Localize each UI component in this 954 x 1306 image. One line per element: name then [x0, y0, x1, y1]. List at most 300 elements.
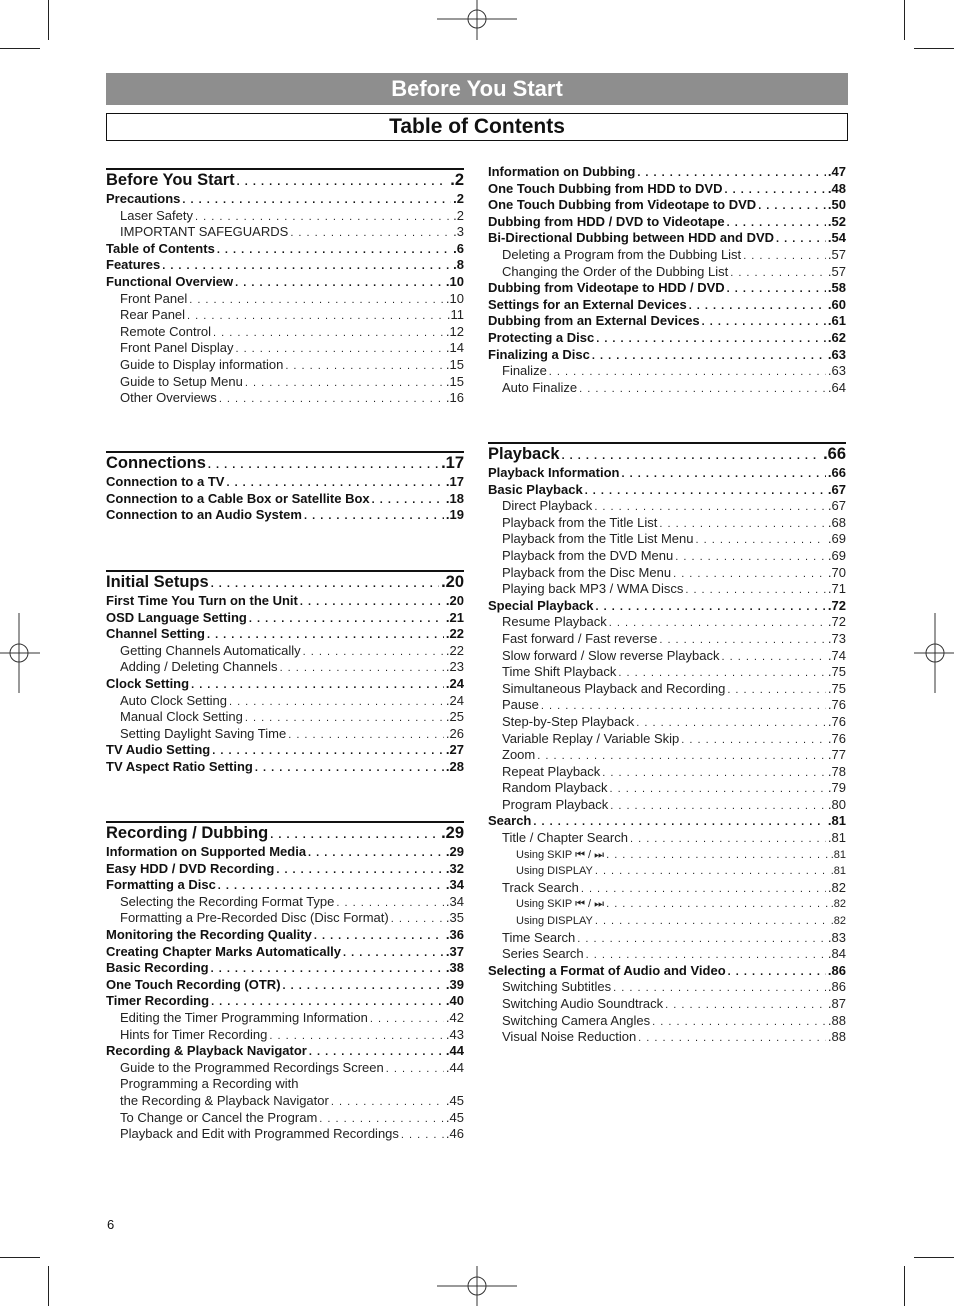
dot-leader: [673, 566, 826, 582]
toc-entry-title: Channel Setting: [106, 626, 205, 642]
dot-leader: [235, 341, 443, 357]
dot-leader: [659, 632, 826, 648]
toc-entry: [488, 648, 846, 665]
toc-entry: [488, 1013, 846, 1030]
toc-entry-title: Settings for an External Devices: [488, 296, 687, 312]
toc-entry-page: .24: [445, 675, 464, 691]
toc-entry-title: Selecting a Format of Audio and Video: [488, 962, 726, 978]
toc-entry-page: .44: [445, 1059, 464, 1075]
dot-leader: [319, 1111, 444, 1127]
toc-entry-page: .78: [827, 763, 846, 779]
toc-group: [106, 451, 464, 524]
toc-group: [106, 821, 464, 1143]
toc-entry-page: .19: [445, 507, 464, 523]
dot-leader: [541, 698, 826, 714]
dot-leader: [309, 1044, 444, 1060]
dot-leader: [724, 182, 825, 198]
toc-entry-title: Recording & Playback Navigator: [106, 1043, 307, 1059]
toc-entry: [106, 357, 464, 374]
dot-leader: [730, 265, 826, 281]
toc-entry-page: .64: [827, 379, 846, 395]
toc-entry: [488, 764, 846, 781]
toc-entry-page: .75: [827, 680, 846, 696]
toc-entry-page: .81: [830, 848, 846, 861]
toc-section-heading: [106, 572, 464, 593]
toc-entry-page: .68: [827, 514, 846, 530]
dot-leader: [386, 1061, 444, 1077]
page-title: Table of Contents: [106, 113, 848, 141]
toc-entry-page: .71: [827, 581, 846, 597]
toc-entry-title: Hints for Timer Recording: [120, 1026, 268, 1042]
toc-entry: [106, 894, 464, 911]
dot-leader: [689, 298, 826, 314]
toc-entry-title: Before You Start: [106, 171, 235, 189]
toc-entry: [488, 896, 846, 913]
dot-leader: [285, 358, 444, 374]
toc-entry: [488, 347, 846, 364]
toc-entry: [106, 759, 464, 776]
dot-leader: [219, 391, 444, 407]
toc-entry-title: Using DISPLAY: [516, 915, 593, 928]
toc-entry-title: Information on Dubbing: [488, 164, 636, 179]
toc-entry-title: Finalize: [502, 363, 547, 379]
toc-entry-page: .88: [827, 1029, 846, 1045]
toc-entry: [106, 693, 464, 710]
toc-entry: [488, 515, 846, 532]
toc-entry-page: .47: [827, 164, 846, 179]
dot-leader: [727, 682, 826, 698]
toc-group: [106, 168, 464, 407]
toc-entry: [488, 214, 846, 231]
toc-entry: [106, 1043, 464, 1060]
dot-leader: [681, 732, 826, 748]
toc-entry-page: .82: [827, 879, 846, 895]
toc-entry-title: Resume Playback: [502, 614, 607, 630]
toc-entry-page: .12: [445, 323, 464, 339]
dot-leader: [372, 492, 444, 508]
toc-entry: [488, 681, 846, 698]
registration-mark-right: [914, 613, 954, 693]
toc-entry-title: Title / Chapter Search: [502, 830, 628, 846]
toc-entry-title: Recording / Dubbing: [106, 824, 269, 842]
toc-entry-title: Creating Chapter Marks Automatically: [106, 943, 342, 959]
dot-leader: [269, 1028, 444, 1044]
toc-entry-page: .81: [827, 830, 846, 846]
toc-section-heading: [106, 823, 464, 844]
toc-entry-page: .37: [445, 943, 464, 959]
dot-leader: [610, 781, 826, 797]
toc-entry-page: .50: [827, 197, 846, 213]
toc-entry-title: Deleting a Program from the Dubbing List: [502, 246, 742, 262]
toc-entry: [106, 241, 464, 258]
toc-entry-title: Front Panel: [120, 290, 188, 306]
toc-entry-title: Clock Setting: [106, 675, 190, 691]
toc-entry-page: .88: [827, 1012, 846, 1028]
dot-leader: [187, 308, 445, 324]
toc-entry: [488, 797, 846, 814]
toc-entry-title: Program Playback: [502, 796, 609, 812]
toc-entry-page: .2: [450, 171, 464, 189]
dot-leader: [280, 660, 444, 676]
toc-entry: [106, 374, 464, 391]
dot-leader: [594, 499, 826, 515]
dot-leader: [189, 292, 444, 308]
toc-entry-title: Series Search: [502, 946, 584, 962]
toc-entry: [488, 330, 846, 347]
dot-leader: [218, 878, 444, 894]
toc-entry-page: .45: [445, 1109, 464, 1125]
toc-entry: [106, 324, 464, 341]
crop-mark: [914, 1257, 954, 1258]
toc-entry-title: Time Search: [502, 929, 576, 945]
toc-entry: [488, 1029, 846, 1046]
toc-entry: [106, 274, 464, 291]
crop-mark: [904, 1266, 905, 1306]
dot-leader: [577, 931, 826, 947]
toc-entry-title: Table of Contents: [106, 240, 215, 256]
toc-entry: [488, 614, 846, 631]
toc-entry-title: Selecting the Recording Format Type: [120, 893, 335, 909]
toc-entry: [106, 474, 464, 491]
dot-leader: [606, 896, 829, 913]
toc-entry-page: .82: [830, 915, 846, 928]
toc-entry-page: .61: [827, 313, 846, 329]
dot-leader: [191, 677, 444, 693]
toc-entry-title: Timer Recording: [106, 993, 210, 1009]
toc-entry-title: Setting Daylight Saving Time: [120, 725, 287, 741]
crop-mark: [48, 1266, 49, 1306]
dot-leader: [549, 364, 826, 380]
toc-entry-page: .10: [445, 290, 464, 306]
toc-entry: [488, 598, 846, 615]
toc-entry-title: Bi-Directional Dubbing between HDD and DVD: [488, 230, 775, 246]
toc-entry-page: .75: [827, 664, 846, 680]
toc-entry-page: .18: [445, 490, 464, 506]
toc-entry: [488, 280, 846, 297]
toc-entry: [488, 863, 846, 880]
section-banner: Before You Start: [106, 73, 848, 105]
toc-entry-title: Playback from the Title List Menu: [502, 531, 694, 547]
toc-entry: [106, 877, 464, 894]
dot-leader: [182, 192, 451, 208]
toc-entry: [106, 610, 464, 627]
toc-entry-page: .15: [445, 356, 464, 372]
toc-entry-page: .11: [446, 307, 464, 323]
dot-leader: [606, 847, 829, 864]
toc-entry: [106, 927, 464, 944]
toc-entry-title: TV Aspect Ratio Setting: [106, 758, 253, 774]
toc-entry-page: .79: [827, 780, 846, 796]
toc-entry-page: .74: [827, 647, 846, 663]
dot-leader: [290, 225, 451, 241]
toc-entry: [106, 1076, 464, 1093]
toc-entry-page: .20: [445, 593, 464, 608]
toc-entry-page: .87: [827, 996, 846, 1011]
toc-entry: [106, 626, 464, 643]
toc-entry-page: .84: [827, 946, 846, 962]
dot-leader: [610, 798, 826, 814]
toc-entry-page: .83: [827, 929, 846, 945]
dot-leader: [276, 862, 444, 878]
toc-entry: [488, 548, 846, 565]
dot-leader: [237, 172, 449, 191]
dot-leader: [695, 532, 825, 548]
dot-leader: [685, 582, 826, 598]
dot-leader: [595, 863, 829, 880]
toc-entry-title: Basic Recording: [106, 960, 209, 976]
dot-leader: [592, 348, 826, 364]
dot-leader: [727, 281, 826, 297]
toc-entry-page: .70: [827, 564, 846, 580]
toc-entry: [106, 593, 464, 610]
toc-entry: [106, 993, 464, 1010]
toc-entry: [488, 880, 846, 897]
toc-entry-page: .46: [445, 1126, 464, 1142]
dot-leader: [562, 446, 822, 465]
toc-entry: [488, 531, 846, 548]
toc-entry-title: Step-by-Step Playback: [502, 713, 635, 729]
toc-entry-title: Playback from the DVD Menu: [502, 547, 674, 563]
toc-entry-title: Fast forward / Fast reverse: [502, 630, 658, 646]
toc-entry: [106, 659, 464, 676]
dot-leader: [300, 594, 444, 610]
toc-entry: [488, 631, 846, 648]
toc-section-heading: [488, 444, 846, 465]
toc-entry: [106, 676, 464, 693]
dot-leader: [621, 466, 825, 482]
toc-entry: [488, 664, 846, 681]
dot-leader: [637, 165, 826, 181]
toc-entry: [106, 191, 464, 208]
toc-entry-page: .67: [827, 481, 846, 497]
toc-entry: [106, 977, 464, 994]
toc-entry-page: .60: [827, 296, 846, 312]
toc-entry: [488, 465, 846, 482]
toc-entry: [488, 946, 846, 963]
dot-leader: [162, 258, 451, 274]
toc-entry-title: Finalizing a Disc: [488, 346, 590, 362]
toc-entry-title: Random Playback: [502, 780, 608, 796]
toc-entry-page: .32: [445, 860, 464, 876]
toc-entry-title: Remote Control: [120, 323, 212, 339]
toc-entry-title: Playback: [488, 445, 560, 463]
toc-group: [488, 442, 846, 1046]
toc-entry-page: .25: [445, 709, 464, 725]
toc-entry-page: .72: [827, 614, 846, 630]
toc-entry: [106, 1126, 464, 1143]
page-number: 6: [107, 1217, 115, 1232]
dot-leader: [212, 743, 444, 759]
toc-entry: [106, 709, 464, 726]
toc-entry: [488, 913, 846, 930]
toc-entry-page: .54: [827, 230, 846, 246]
toc-entry: [106, 1093, 464, 1110]
toc-entry: [106, 507, 464, 524]
dot-leader: [229, 694, 444, 710]
dot-leader: [370, 1011, 444, 1027]
toc-entry: [106, 1010, 464, 1027]
toc-entry-page: .10: [445, 273, 464, 289]
toc-entry-page: .39: [445, 976, 464, 992]
dot-leader: [758, 198, 826, 214]
toc-entry-title: the Recording & Playback Navigator: [120, 1092, 329, 1108]
toc-entry-page: .57: [827, 246, 846, 262]
toc-entry-page: .81: [827, 813, 846, 829]
toc-section-heading: [106, 453, 464, 474]
toc-entry: [488, 230, 846, 247]
dot-leader: [401, 1127, 444, 1143]
toc-entry: [488, 847, 846, 864]
dot-leader: [728, 964, 826, 980]
toc-entry: [488, 930, 846, 947]
toc-section-heading: [106, 170, 464, 191]
dot-leader: [581, 881, 826, 897]
toc-entry: [488, 482, 846, 499]
toc-entry: [488, 830, 846, 847]
toc-entry: [488, 363, 846, 380]
toc-entry: [488, 731, 846, 748]
toc-entry-page: .21: [445, 609, 464, 625]
toc-entry-title: Connections: [106, 454, 206, 472]
toc-entry-page: .73: [827, 630, 846, 646]
toc-entry: [106, 643, 464, 660]
dot-leader: [613, 980, 826, 996]
dot-leader: [207, 627, 444, 643]
dot-leader: [208, 455, 439, 474]
toc-entry: [488, 565, 846, 582]
dot-leader: [595, 913, 829, 930]
toc-entry: [488, 581, 846, 598]
toc-entry-title: Connection to an Audio System: [106, 507, 302, 523]
dot-leader: [213, 325, 444, 341]
toc-entry-title: Easy HDD / DVD Recording: [106, 860, 275, 876]
toc-entry-page: .42: [445, 1009, 464, 1025]
toc-entry: [488, 498, 846, 515]
toc-entry-title: Programming a Recording with: [120, 1076, 299, 1092]
toc-entry: [488, 297, 846, 314]
toc-entry-title: Zoom: [502, 747, 536, 763]
toc-entry: [106, 1027, 464, 1044]
toc-entry-page: .66: [823, 445, 846, 463]
toc-entry-page: .76: [827, 730, 846, 746]
toc-entry-title: Simultaneous Playback and Recording: [502, 680, 726, 696]
dot-leader: [675, 549, 826, 565]
toc-entry: [488, 164, 846, 181]
toc-entry-page: .44: [445, 1043, 464, 1059]
toc-entry-page: .2: [453, 191, 464, 206]
toc-entry: [488, 181, 846, 198]
toc-entry-title: Playback from the Disc Menu: [502, 564, 672, 580]
toc-entry-title: Direct Playback: [502, 498, 593, 514]
toc-entry: [106, 1060, 464, 1077]
dot-leader: [308, 845, 444, 861]
dot-leader: [630, 831, 826, 847]
toc-entry-title: Using SKIP ⏮ / ⏭: [516, 898, 605, 911]
toc-entry-page: .86: [827, 962, 846, 978]
toc-entry-page: .62: [827, 329, 846, 345]
dot-leader: [533, 814, 826, 830]
toc-entry-page: .63: [827, 346, 846, 362]
toc-entry: [488, 979, 846, 996]
toc-entry: [106, 208, 464, 225]
toc-entry: [106, 726, 464, 743]
dot-leader: [331, 1094, 444, 1110]
toc-entry: [488, 996, 846, 1013]
toc-entry-title: Guide to Display information: [120, 356, 284, 372]
toc-entry-page: .8: [453, 257, 464, 273]
dot-leader: [283, 978, 444, 994]
registration-mark-top: [437, 0, 517, 40]
dot-leader: [314, 928, 444, 944]
toc-entry: [106, 910, 464, 927]
toc-entry-title: Information on Supported Media: [106, 844, 307, 859]
toc-entry: [106, 257, 464, 274]
toc-entry-page: .35: [445, 910, 464, 926]
dot-leader: [235, 275, 444, 291]
dot-leader: [776, 231, 826, 247]
dot-leader: [255, 760, 444, 776]
toc-entry-page: .20: [441, 573, 464, 591]
dot-leader: [665, 997, 826, 1013]
toc-entry-title: Special Playback: [488, 597, 594, 613]
crop-mark: [0, 1257, 40, 1258]
toc-entry-page: .45: [445, 1092, 464, 1108]
dot-leader: [270, 825, 439, 844]
toc-entry-title: Time Shift Playback: [502, 664, 617, 680]
toc-entry-title: Playback and Edit with Programmed Recordings: [120, 1126, 399, 1142]
toc-entry-title: Pause: [502, 697, 539, 713]
dot-leader: [586, 947, 826, 963]
toc-entry: [488, 963, 846, 980]
toc-group: [488, 164, 846, 396]
toc-entry-page: .69: [827, 547, 846, 563]
toc-entry-page: .58: [827, 280, 846, 296]
toc-entry-page: .6: [453, 240, 464, 256]
toc-entry-title: Playback Information: [488, 465, 620, 480]
toc-entry-page: .29: [445, 844, 464, 859]
toc-entry: [106, 844, 464, 861]
toc-entry-title: One Touch Dubbing from Videotape to DVD: [488, 197, 757, 213]
toc-entry-page: .34: [445, 893, 464, 909]
dot-leader: [579, 381, 826, 397]
toc-group: [106, 570, 464, 776]
toc-entry-title: Dubbing from an External Devices: [488, 313, 700, 329]
dot-leader: [343, 945, 444, 961]
toc-entry-page: .17: [441, 454, 464, 472]
toc-entry-title: Functional Overview: [106, 273, 234, 289]
registration-mark-left: [0, 613, 40, 693]
toc-entry: [106, 861, 464, 878]
toc-entry-title: OSD Language Setting: [106, 609, 247, 625]
dot-leader: [195, 209, 451, 225]
toc-entry-title: Guide to Setup Menu: [120, 373, 243, 389]
dot-leader: [602, 765, 826, 781]
toc-entry-title: Basic Playback: [488, 481, 583, 497]
toc-entry: [488, 697, 846, 714]
dot-leader: [211, 994, 444, 1010]
toc-entry: [488, 264, 846, 281]
toc-entry-title: Other Overviews: [120, 390, 217, 406]
toc-entry-page: .3: [453, 224, 464, 240]
toc-entry-page: .67: [827, 498, 846, 514]
toc-entry: [488, 197, 846, 214]
toc-entry-page: .14: [445, 340, 464, 356]
toc-entry-page: .76: [827, 697, 846, 713]
toc-entry-title: One Touch Recording (OTR): [106, 976, 281, 992]
toc-entry: [488, 313, 846, 330]
toc-entry: [488, 247, 846, 264]
toc-entry-title: One Touch Dubbing from HDD to DVD: [488, 180, 723, 196]
